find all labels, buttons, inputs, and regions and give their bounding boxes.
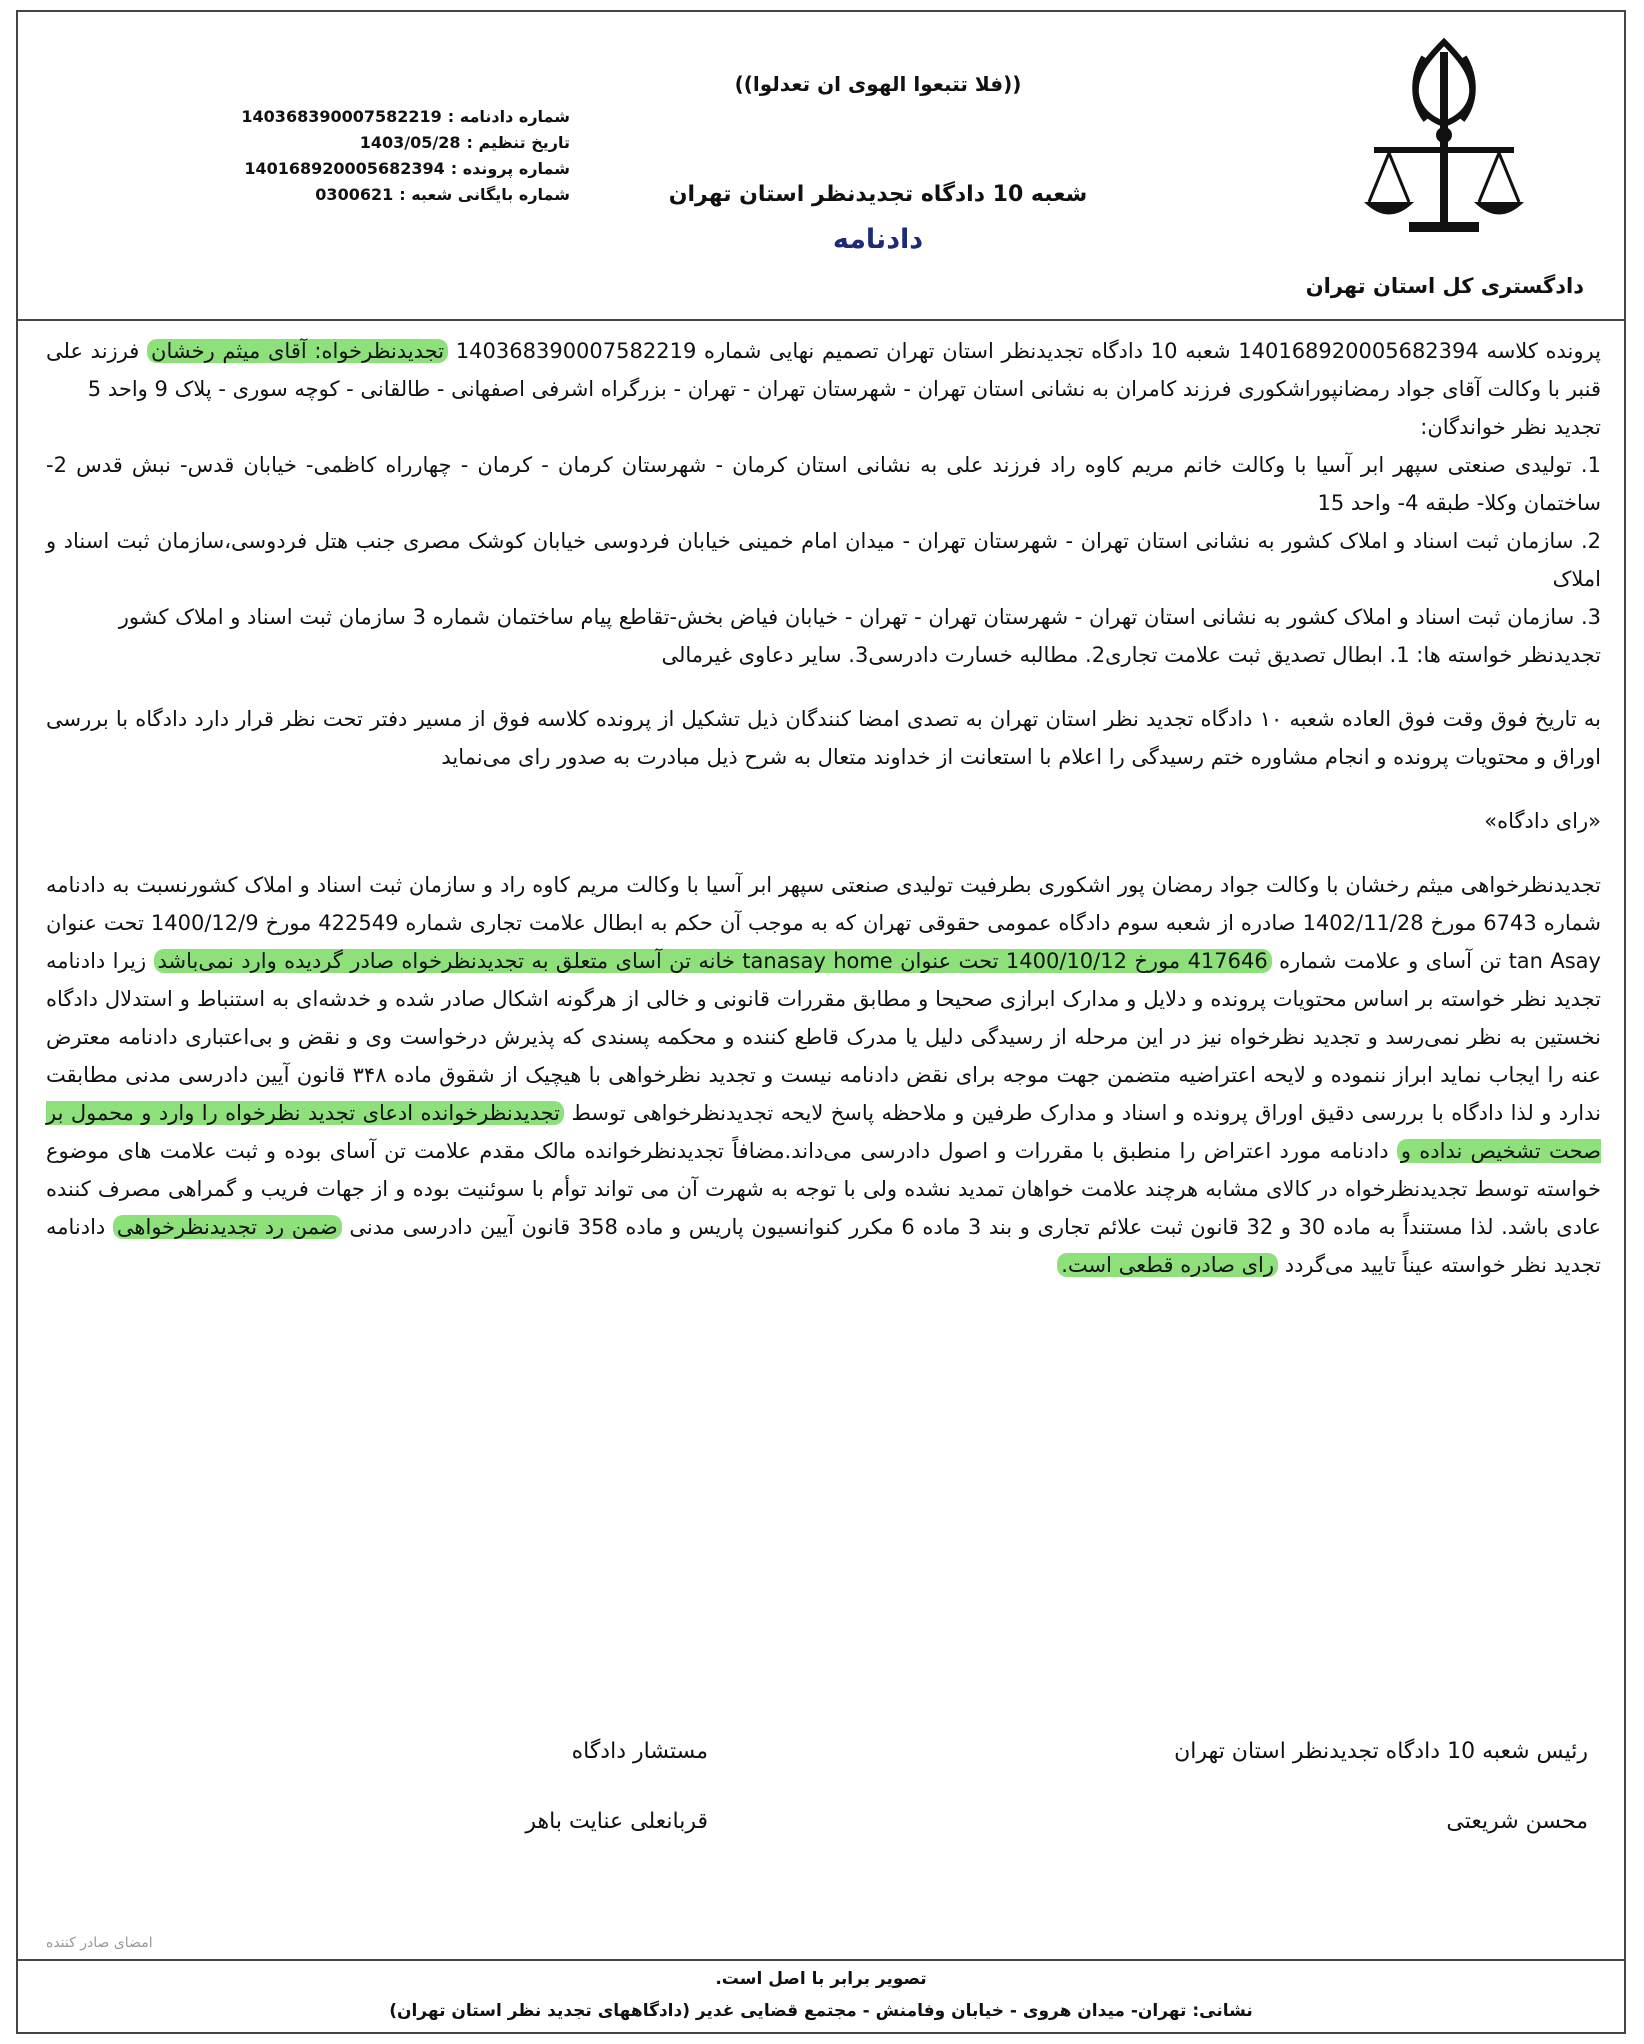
highlighted-appellant: تجدیدنظرخواه: آقای میثم رخشان — [147, 339, 448, 363]
court-caption: دادگستری کل استان تهران — [1305, 274, 1584, 298]
ruling-paragraph: تجدیدنظرخواهی میثم رخشان با وکالت جواد رمضان پور اشکوری بطرفیت تولیدی صنعتی سپهر ابر آسیا با وکالت مریم کاوه راد و سازمان ثبت اسناد و املاک کشورنسبت به دادنامه شماره 6743 مورخ 1402/11/28 صادره از شعبه سوم دادگاه عمومی حقوقی تهران که به موجب آن حکم به ابطال علامت تجاری شماره 422549 مورخ 1400/12/9 تحت عنوان tan Asay تن آسای و علامت شماره 417646 مورخ 1400/10/12 تحت عنوان tanasay home خانه تن آسای متعلق به تجدیدنظرخواه صادر گردیده وارد نمی‌باشد زیرا دادنامه تجدید نظر خواسته بر اساس محتویات پرونده و دلایل و مدارک ابرازی صحیحا و مطابق مقررات قانونی و خالی از هرگونه اشکال صادر شده و خدشه‌ای به استنباط و استدلال دادگاه نخستین به نظر نمی‌رسد و تجدید نظرخواه نیز در این مرحله از رسیدگی دلیل یا مدرک قاطع کننده و محکمه پسندی که پذیرش درخواست وی و نقض و بی‌اعتباری دادنامه معترض عنه را ایجاب نماید ابراز ننموده و لایحه اعتراضیه متضمن جهت موجه برای نقض دادنامه نیست و تجدید نظرخواهی با هیچیک از شقوق ماده ۳۴۸ قانون آیین دادرسی مدنی مطابقت ندارد و لذا دادگاه با بررسی دقیق اوراق پرونده و اسناد و مدارک طرفین و ملاحظه پاسخ لایحه تجدیدنظرخواهی توسط تجدیدنظرخوانده ادعای تجدید نظرخواه را وارد و محمول بر صحت تشخیص نداده و دادنامه مورد اعتراض را منطبق با مقررات و اصول دادرسی می‌داند.مضافاً تجدیدنظرخوانده مالک مقدم علامت تن آسای بوده و ثبت علامت های موضوع خواسته توسط تجدیدنظرخواه در کالای مشابه هرچند علامت خواهان تمدید نشده ولی با توجه به شهرت آن می تواند توأم با سوئنیت بوده و از جهات فریب و گمراهی مصرف کننده عادی باشد. لذا مستنداً به ماده 30 و 32 قانون ثبت علائم تجاری و بند 3 ماده 6 مکرر کنوانسیون پاریس و ماده 358 قانون آیین دادرسی مدنی ضمن رد تجدیدنظرخواهی دادنامه تجدید نظر خواسته عیناً تایید می‌گردد رای صادره قطعی است. — [46, 873, 1601, 1277]
counsellor-role: مستشار دادگاه — [571, 1739, 708, 1764]
highlighted-trademark: 417646 مورخ 1400/10/12 تحت عنوان tanasay home خانه تن آسای متعلق به تجدیدنظرخواه صادر گردیده وارد نمی‌باشد — [154, 949, 1272, 973]
counsellor-name: قربانعلی عنایت باهر — [525, 1809, 708, 1834]
highlighted-rejection: ضمن رد تجدیدنظرخواهی — [113, 1215, 342, 1239]
document-header — [18, 12, 1624, 321]
chief-judge-signature — [1174, 1717, 1588, 1857]
document-title: دادنامه — [832, 224, 924, 255]
session-paragraph: به تاریخ فوق وقت فوق العاده شعبه ۱۰ دادگاه تجدید نظر استان تهران به تصدی امضا کنندگان ذیل تشکیل از پرونده کلاسه فوق از مسیر دفتر تحت نظر قرار دارد دادگاه با بررسی اوراق و محتویات پرونده و انجام مشاوره ختم رسیدگی را اعلام با استعانت از خداوند متعال به شرح ذیل مبادرت به صدور رای می‌نماید — [46, 707, 1601, 769]
chief-judge-name: محسن شریعتی — [1446, 1809, 1588, 1834]
metadata-row: شماره بایگانی شعبه : 0300621 — [315, 185, 570, 204]
highlighted-final-ruling: رای صادره قطعی است. — [1057, 1253, 1278, 1277]
signature-block — [98, 1717, 1588, 1837]
copy-note: تصویر برابر با اصل است. — [715, 1969, 927, 1989]
document-footer — [18, 1959, 1624, 2036]
quran-verse: ((فلا تتبعوا الهوی ان تعدلوا)) — [734, 72, 1022, 96]
metadata-row: شماره دادنامه : 140368390007582219 — [241, 107, 570, 126]
court-address: نشانی: تهران- میدان هروی - خیابان وفامنش - مجتمع قضایی غدیر (دادگاههای تجدید نظر استان تهران) — [389, 2001, 1253, 2021]
judiciary-emblem-icon — [1354, 32, 1534, 262]
case-metadata — [150, 104, 570, 208]
metadata-row: شماره پرونده : 140168920005682394 — [244, 159, 570, 178]
metadata-row: تاریخ تنظیم : 1403/05/28 — [359, 133, 570, 152]
respondent-2: 2. سازمان ثبت اسناد و املاک کشور به نشانی استان تهران - شهرستان تهران - میدان امام خمینی خیابان فردوسی خیابان کوشک مصری جنب هتل فردوسی،سازمان ثبت اسناد و املاک — [46, 529, 1601, 591]
ruling-title: «رای دادگاه» — [1484, 809, 1601, 833]
respondents-title: تجدید نظر خواندگان: — [1420, 415, 1601, 439]
counsellor-signature — [525, 1717, 708, 1857]
document-body — [46, 332, 1601, 1284]
issuer-signature-label: امضای صادر کننده — [46, 1935, 153, 1951]
branch-title: شعبه 10 دادگاه تجدیدنظر استان تهران — [668, 182, 1088, 207]
chief-judge-role: رئیس شعبه 10 دادگاه تجدیدنظر استان تهران — [1174, 1739, 1588, 1764]
appeal-claims: تجدیدنظر خواسته ها: 1. ابطال تصدیق ثبت علامت تجاری2. مطالبه خسارت دادرسی3. سایر دعاوی غیرمالی — [661, 643, 1601, 667]
document-page — [16, 10, 1626, 2034]
respondent-1: 1. تولیدی صنعتی سپهر ابر آسیا با وکالت خانم مریم کاوه راد فرزند علی به نشانی استان کرمان - شهرستان کرمان - کرمان - چهارراه کاظمی- خیابان قدس- نبش قدس 2- ساختمان وکلا- طبقه 4- واحد 15 — [46, 453, 1601, 515]
respondent-3: 3. سازمان ثبت اسناد و املاک کشور به نشانی استان تهران - شهرستان تهران - تهران - خیابان فیاض بخش-تقاطع پیام ساختمان شماره 3 سازمان ثبت اسناد و املاک کشور — [118, 605, 1601, 629]
highlighted-respondent-claim: تجدیدنظرخوانده ادعای تجدید نظرخواه را وارد و محمول بر صحت تشخیص نداده و — [46, 1101, 1601, 1163]
case-intro: پرونده کلاسه 140168920005682394 شعبه 10 دادگاه تجدیدنظر استان تهران تصمیم نهایی شماره 140368390007582219 تجدیدنظرخواه: آقای میثم رخشان فرزند علی قنبر با وکالت آقای جواد رمضانپوراشکوری فرزند کامران به نشانی استان تهران - شهرستان تهران - تهران - بزرگراه اشرفی اصفهانی - طالقانی - کوچه سوری - پلاک 9 واحد 5 — [46, 339, 1601, 401]
